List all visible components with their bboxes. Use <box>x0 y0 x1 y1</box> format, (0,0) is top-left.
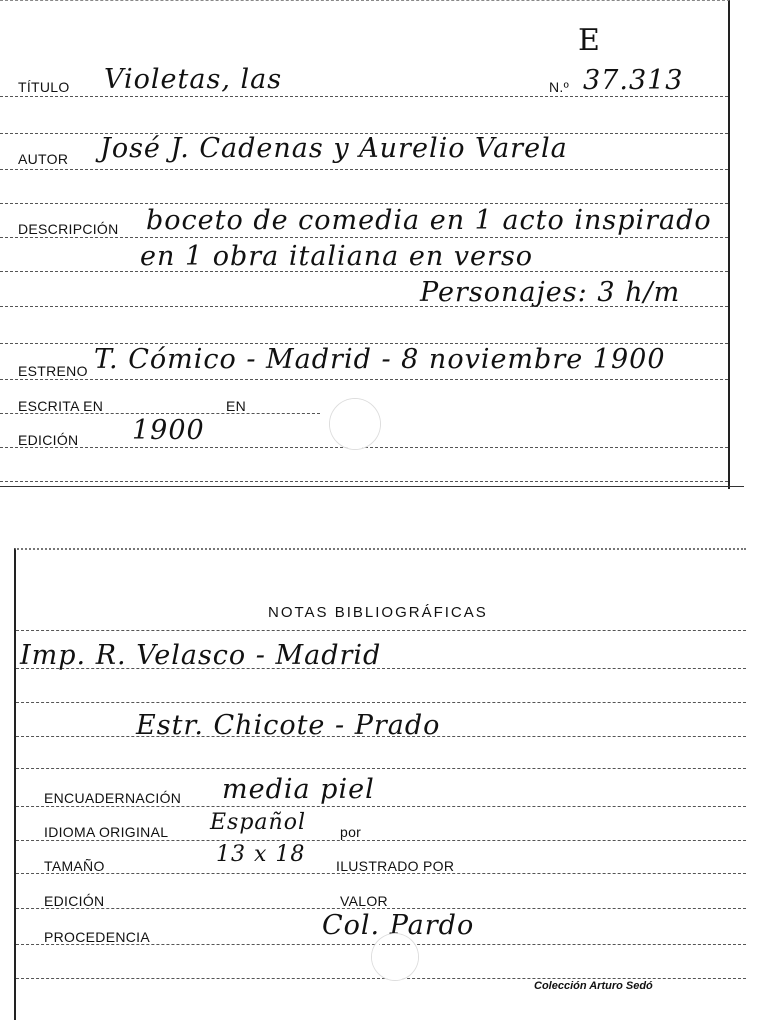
numero-label: N.º <box>549 79 570 95</box>
procedencia-value: Col. Pardo <box>322 910 475 941</box>
valor-label: VALOR <box>340 893 388 909</box>
titulo-label: TÍTULO <box>18 79 70 95</box>
rule <box>16 768 746 769</box>
estreno-label: ESTRENO <box>18 363 88 379</box>
rule <box>0 169 728 170</box>
rule <box>0 203 728 204</box>
edicion-label: EDICIÓN <box>18 432 79 448</box>
rule <box>16 630 746 631</box>
rule <box>0 96 728 97</box>
edicion-label-back: EDICIÓN <box>44 893 105 909</box>
rule <box>16 702 746 703</box>
rule <box>0 379 728 380</box>
catalog-card-front <box>0 0 730 489</box>
card-edge <box>0 486 744 487</box>
idioma-value: Español <box>210 810 306 835</box>
encuadernacion-label: ENCUADERNACIÓN <box>44 790 182 806</box>
edicion-value: 1900 <box>132 415 205 446</box>
por-label: por <box>340 824 362 840</box>
tamano-value: 13 x 18 <box>216 842 306 867</box>
idioma-label: IDIOMA ORIGINAL <box>44 824 169 840</box>
estreno-value: T. Cómico - Madrid - 8 noviembre 1900 <box>94 344 666 375</box>
numero-value: 37.313 <box>583 65 684 96</box>
rule <box>16 840 746 841</box>
catalog-card-back <box>14 548 746 1020</box>
encuadernacion-value: media piel <box>222 774 375 805</box>
tamano-label: TAMAÑO <box>44 858 105 874</box>
procedencia-label: PROCEDENCIA <box>44 929 150 945</box>
descripcion-line-2: en 1 obra italiana en verso <box>140 241 534 272</box>
rule <box>0 481 728 482</box>
hole-punch <box>330 399 380 449</box>
ilustrado-por-label: ILUSTRADO POR <box>336 858 455 874</box>
collection-credit: Colección Arturo Sedó <box>534 980 653 992</box>
descripcion-line-1: boceto de comedia en 1 acto inspirado <box>146 205 712 236</box>
rule <box>16 806 746 807</box>
hole-punch <box>372 934 418 980</box>
escrita-en-label: ESCRITA EN <box>18 398 104 414</box>
notas-heading: NOTAS BIBLIOGRÁFICAS <box>268 604 488 621</box>
en-label: EN <box>226 398 247 414</box>
autor-value: José J. Cadenas y Aurelio Varela <box>100 133 568 164</box>
rule <box>0 237 728 238</box>
notes-line-2: Estr. Chicote - Prado <box>136 710 441 741</box>
rule <box>16 978 746 979</box>
titulo-value: Violetas, las <box>104 64 283 95</box>
corner-mark: E <box>578 23 601 58</box>
notes-line-1: Imp. R. Velasco - Madrid <box>20 640 382 671</box>
autor-label: AUTOR <box>18 151 69 167</box>
descripcion-line-3: Personajes: 3 h/m <box>420 277 681 308</box>
descripcion-label: DESCRIPCIÓN <box>18 221 119 237</box>
